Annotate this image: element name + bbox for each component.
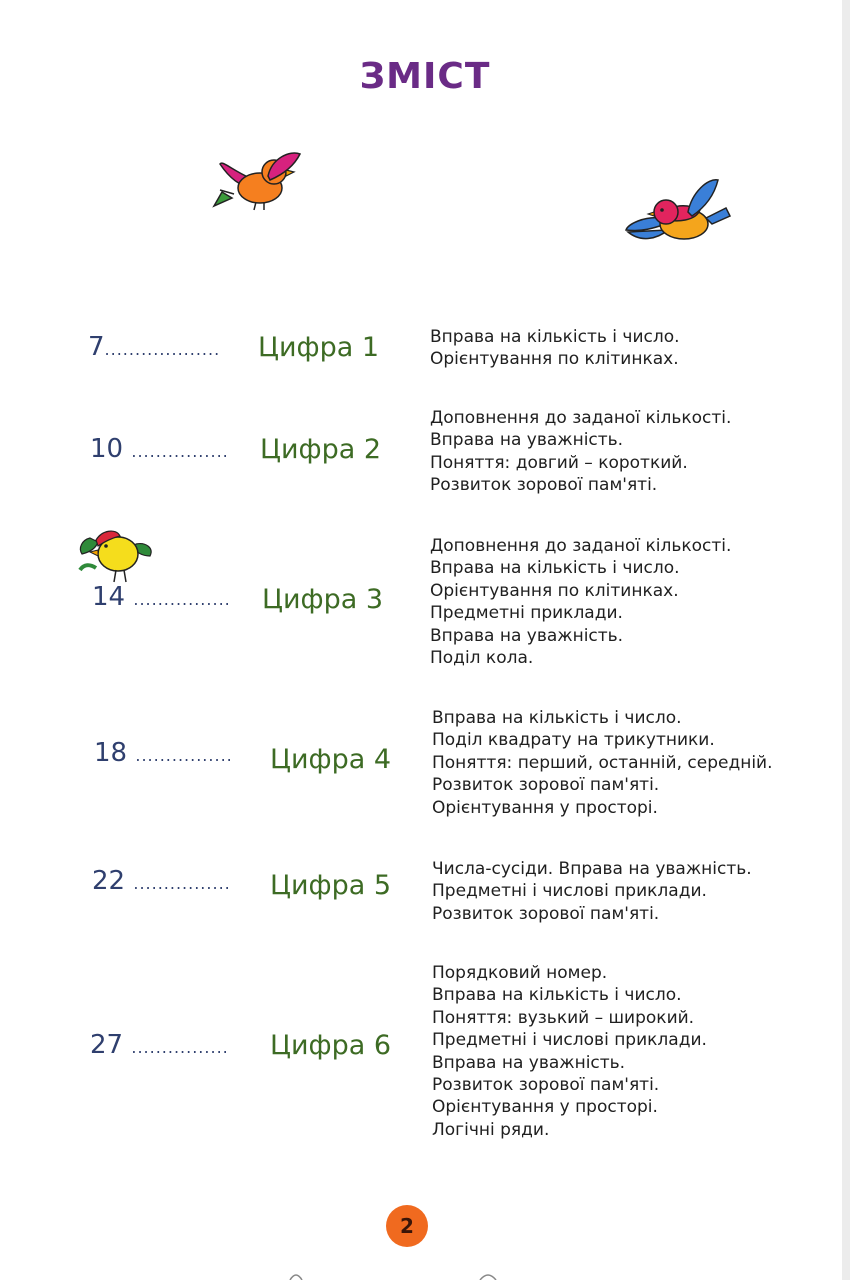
toc-page-number[interactable]: 18 ................ bbox=[94, 738, 233, 768]
topic-item: Вправа на уважність. bbox=[430, 625, 624, 646]
topic-item: Числа-сусіди. Вправа на уважність. bbox=[432, 859, 752, 879]
topic-item: Порядковий номер. bbox=[432, 963, 608, 983]
topic-item: Розвиток зорової пам'яті. bbox=[432, 775, 660, 796]
toc-topics bbox=[432, 962, 707, 1141]
pink-bird-icon bbox=[622, 172, 734, 248]
topic-item: Доповнення до заданої кількості. bbox=[430, 408, 732, 428]
topic-item: Орієнтування по клітинках. bbox=[430, 580, 679, 601]
toc-page-number[interactable]: 14 ................ bbox=[92, 582, 231, 612]
topic-item: Поняття: довгий – короткий. bbox=[430, 452, 688, 473]
topic-item: Розвиток зорової пам'яті. bbox=[432, 1075, 660, 1096]
bottom-decoration bbox=[280, 1268, 520, 1280]
topic-item: Розвиток зорової пам'яті. bbox=[432, 903, 660, 924]
page-edge bbox=[842, 0, 850, 1280]
topic-item: Вправа на кількість і число. bbox=[432, 985, 682, 1006]
topic-item: Вправа на кількість і число. bbox=[430, 327, 680, 347]
topic-item: Поділ кола. bbox=[430, 648, 534, 669]
toc-page-number[interactable]: 10 ................ bbox=[90, 434, 229, 464]
topic-item: Орієнтування по клітинках. bbox=[430, 349, 679, 370]
toc-topics bbox=[430, 407, 731, 497]
toc-chapter-title[interactable]: Цифра 3 bbox=[262, 584, 384, 615]
topic-item: Вправа на уважність. bbox=[432, 1052, 626, 1073]
topic-item: Доповнення до заданої кількості. bbox=[430, 536, 732, 556]
toc-chapter-title[interactable]: Цифра 6 bbox=[270, 1030, 392, 1061]
topic-item: Орієнтування у просторі. bbox=[432, 797, 658, 818]
orange-bird-icon bbox=[212, 148, 306, 212]
topic-item: Вправа на уважність. bbox=[430, 430, 624, 451]
toc-chapter-title[interactable]: Цифра 5 bbox=[270, 870, 392, 901]
topic-item: Вправа на кількість і число. bbox=[432, 708, 682, 728]
toc-topics bbox=[432, 707, 773, 819]
toc-topics bbox=[432, 858, 752, 925]
toc-chapter-title[interactable]: Цифра 1 bbox=[258, 332, 380, 363]
page-title: ЗМІСТ bbox=[359, 56, 491, 97]
topic-item: Розвиток зорової пам'яті. bbox=[430, 475, 658, 496]
toc-page-number[interactable]: 22 ................ bbox=[92, 866, 231, 896]
page-number-badge: 2 bbox=[386, 1205, 428, 1247]
topic-item: Предметні і числові приклади. bbox=[432, 881, 707, 902]
toc-topics bbox=[430, 326, 680, 371]
topic-item: Поняття: перший, останній, середній. bbox=[432, 752, 773, 773]
topic-item: Логічні ряди. bbox=[432, 1119, 550, 1140]
toc-chapter-title[interactable]: Цифра 2 bbox=[260, 434, 382, 465]
toc-page-number[interactable]: 27 ................ bbox=[90, 1030, 229, 1060]
topic-item: Поняття: вузький – широкий. bbox=[432, 1007, 695, 1028]
topic-item: Поділ квадрату на трикутники. bbox=[432, 730, 715, 751]
yellow-bird-icon bbox=[76, 526, 156, 586]
topic-item: Предметні приклади. bbox=[430, 603, 623, 624]
topic-item: Вправа на кількість і число. bbox=[430, 558, 680, 579]
toc-chapter-title[interactable]: Цифра 4 bbox=[270, 744, 392, 775]
topic-item: Орієнтування у просторі. bbox=[432, 1097, 658, 1118]
topic-item: Предметні і числові приклади. bbox=[432, 1030, 707, 1051]
toc-topics bbox=[430, 535, 731, 669]
toc-page-number[interactable]: 7................... bbox=[88, 332, 221, 362]
